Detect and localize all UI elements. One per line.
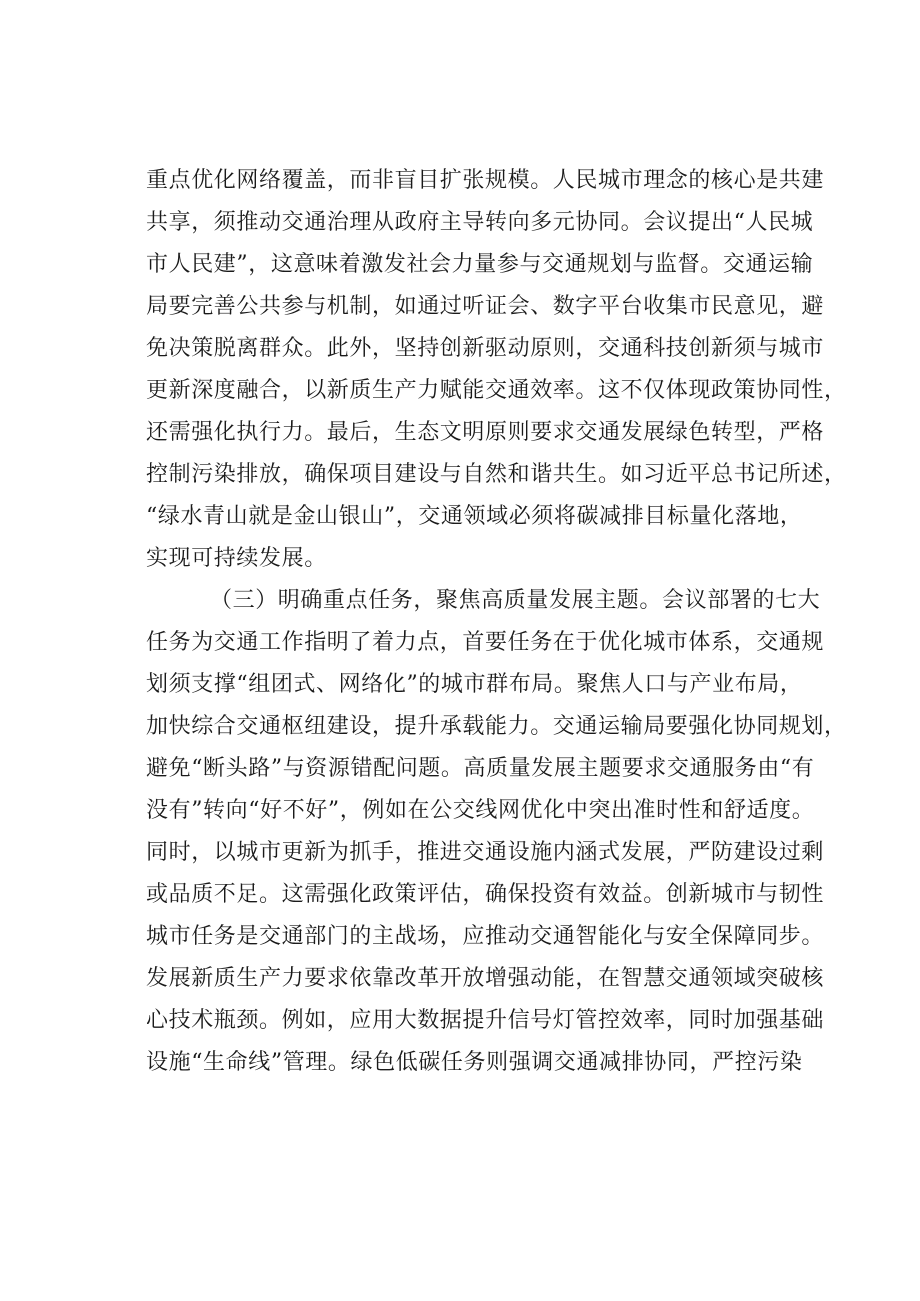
text-line: 重点优化网络覆盖，而非盲目扩张规模。人民城市理念的核心是共建 [146, 168, 825, 193]
text-line: “绿水青山就是金山银山”，交通领域必须将碳减排目标量化落地， [146, 504, 803, 529]
text-line: 加快综合交通枢纽建设，提升承载能力。交通运输局要强化协同规划， [146, 714, 847, 739]
text-line: 心技术瓶颈。例如，应用大数据提升信号灯管控效率，同时加强基础 [146, 1008, 825, 1033]
text-line: 同时，以城市更新为抓手，推进交通设施内涵式发展，严防建设过剩 [146, 840, 825, 865]
text-line: 划须支撑“组团式、网络化”的城市群布局。聚焦人口与产业布局， [146, 672, 803, 697]
text-line: 发展新质生产力要求依靠改革开放增强动能，在智慧交通领域突破核 [146, 966, 825, 991]
text-line: 或品质不足。这需强化政策评估，确保投资有效益。创新城市与韧性 [146, 882, 825, 907]
text-line: 任务为交通工作指明了着力点，首要任务在于优化城市体系，交通规 [146, 630, 825, 655]
text-line: 还需强化执行力。最后，生态文明原则要求交通发展绿色转型，严格 [146, 420, 825, 445]
text-line: 市人民建”，这意味着激发社会力量参与交通规划与监督。交通运输 [146, 252, 814, 277]
text-line: 共享，须推动交通治理从政府主导转向多元协同。会议提出“人民城 [146, 210, 814, 235]
text-line: 控制污染排放，确保项目建设与自然和谐共生。如习近平总书记所述， [146, 462, 847, 487]
body-text [146, 160, 847, 1084]
paragraph-end-line: 实现可持续发展。 [146, 546, 327, 571]
text-line: 局要完善公共参与机制，如通过听证会、数字平台收集市民意见，避 [146, 294, 825, 319]
section-heading-line: （三）明确重点任务，聚焦高质量发展主题。会议部署的七大 [210, 588, 821, 613]
text-line: 避免“断头路”与资源错配问题。高质量发展主题要求交通服务由“有 [146, 756, 815, 781]
text-line: 没有”转向“好不好”，例如在公交线网优化中突出准时性和舒适度。 [146, 798, 815, 823]
text-line: 更新深度融合，以新质生产力赋能交通效率。这不仅体现政策协同性， [146, 378, 847, 403]
text-line: 城市任务是交通部门的主战场，应推动交通智能化与安全保障同步。 [146, 924, 825, 949]
text-line: 免决策脱离群众。此外，坚持创新驱动原则，交通科技创新须与城市 [146, 336, 825, 361]
text-line: 设施“生命线”管理。绿色低碳任务则强调交通减排协同，严控污染 [146, 1050, 803, 1075]
